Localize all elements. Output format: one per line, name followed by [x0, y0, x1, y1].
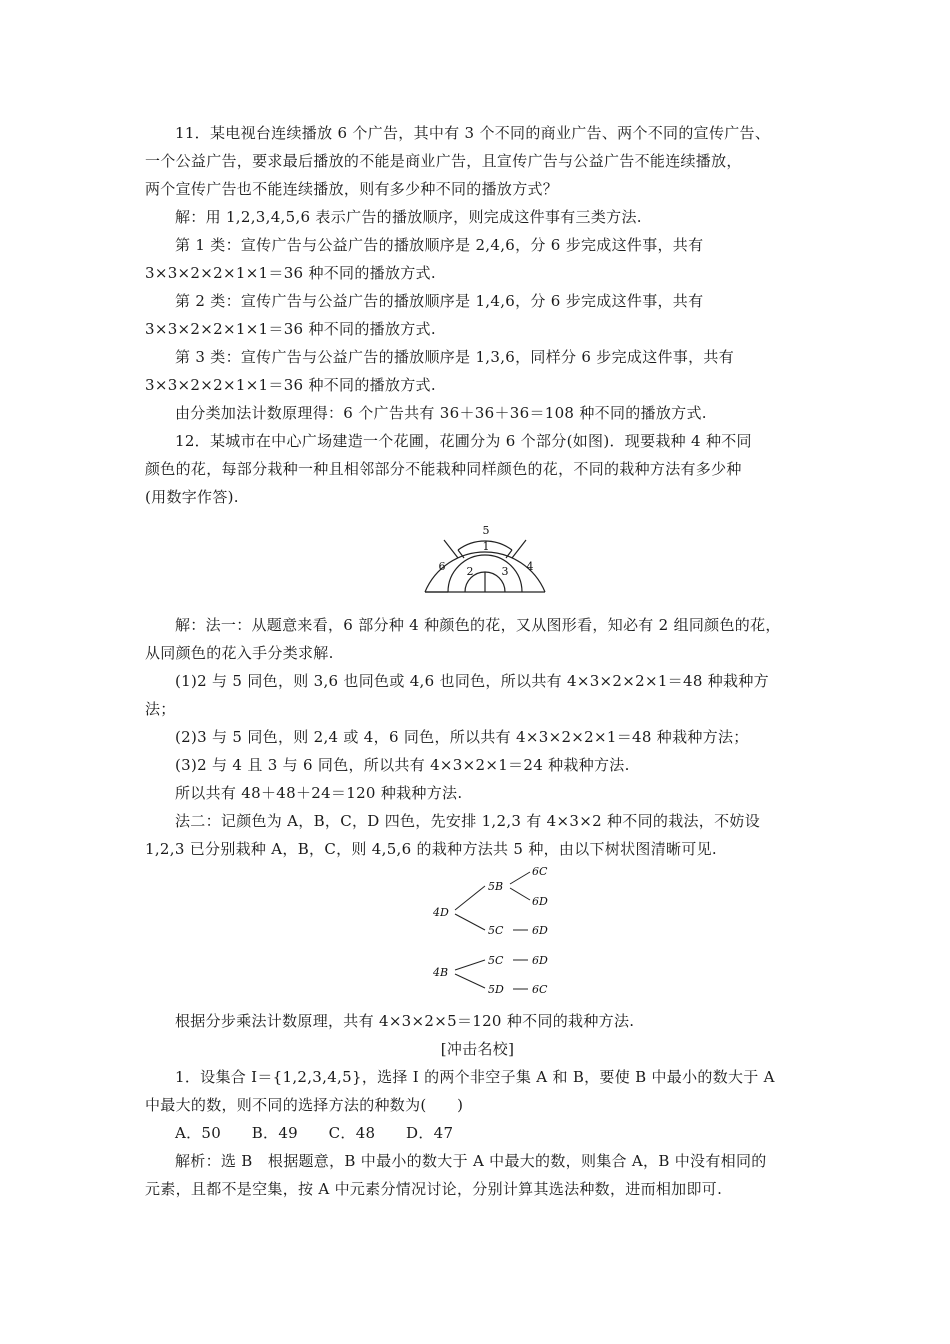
fig-label-5: 5: [482, 524, 490, 537]
q12-part1-a: (1)2 与 5 同色，则 3,6 也同色或 4,6 也同色，所以共有 4×3×2×2×1＝48 种栽种方: [175, 672, 769, 690]
section-heading: [冲击名校]: [440, 1040, 515, 1058]
fig-label-4: 4: [526, 560, 534, 573]
q12-method1-a: 解：法一：从题意来看，6 部分种 4 种颜色的花，又从图形看，知必有 2 组同颜色的花，: [175, 616, 781, 634]
tree-node-5C-a: 5C: [488, 924, 504, 937]
tree-root-1: 4D: [433, 906, 449, 919]
q12-part3: (3)2 与 4 且 3 与 6 同色，所以共有 4×3×2×1＝24 种栽种方法.: [175, 756, 630, 774]
fig-label-1: 1: [482, 540, 490, 553]
q12-line-3: (用数字作答).: [145, 488, 239, 506]
q11-case1-a: 第 1 类：宣传广告与公益广告的播放顺序是 2,4,6，分 6 步完成这件事，共有: [175, 236, 704, 254]
q12-method2-b: 1,2,3 已分别栽种 A，B，C，则 4,5,6 的栽种方法共 5 种，由以下树状图清晰可见.: [145, 840, 717, 858]
q11-case1-b: 3×3×2×2×1×1＝36 种不同的播放方式.: [145, 264, 436, 282]
fig-label-3: 3: [501, 565, 509, 578]
p1-line-1: 1．设集合 I＝{1,2,3,4,5}，选择 I 的两个非空子集 A 和 B，要使 B 中最小的数大于 A: [175, 1068, 775, 1086]
q12-part2: (2)3 与 5 同色，则 2,4 或 4，6 同色，所以共有 4×3×2×2×1＝48 种栽种方法；: [175, 728, 749, 746]
q12-line-1: 12．某城市在中心广场建造一个花圃，花圃分为 6 个部分(如图)．现要栽种 4 种不同: [175, 432, 752, 450]
p1-analysis-1: 解析：选 B 根据题意，B 中最小的数大于 A 中最大的数，则集合 A，B 中没有相同的: [175, 1152, 767, 1170]
tree-leaf-6D-b: 6D: [532, 924, 548, 937]
fig-label-2: 2: [466, 565, 474, 578]
tree-leaf-6D-c: 6D: [532, 954, 548, 967]
tree-node-5C-b: 5C: [488, 954, 504, 967]
p1-line-2: 中最大的数，则不同的选择方法的种数为( ): [145, 1096, 464, 1114]
q12-total: 所以共有 48＋48＋24＝120 种栽种方法.: [175, 784, 463, 802]
q12-line-2: 颜色的花，每部分栽种一种且相邻部分不能栽种同样颜色的花，不同的栽种方法有多少种: [145, 460, 742, 478]
q11-line-2: 一个公益广告，要求最后播放的不能是商业广告，且宣传广告与公益广告不能连续播放，: [145, 152, 742, 170]
q11-sum: 由分类加法计数原理得：6 个广告共有 36＋36＋36＝108 种不同的播放方式.: [175, 404, 707, 422]
tree-leaf-6C-b: 6C: [532, 983, 548, 996]
tree-root-2: 4B: [433, 966, 449, 979]
q11-solution-intro: 解：用 1,2,3,4,5,6 表示广告的播放顺序，则完成这件事有三类方法.: [175, 208, 642, 226]
q11-line-3: 两个宣传广告也不能连续播放，则有多少种不同的播放方式？: [145, 180, 559, 198]
tree-leaf-6C-a: 6C: [532, 865, 548, 878]
q12-part1-b: 法；: [145, 700, 176, 718]
fig-label-6: 6: [438, 560, 446, 573]
q12-final: 根据分步乘法计数原理，共有 4×3×2×5＝120 种不同的栽种方法.: [175, 1012, 635, 1030]
q12-method1-b: 从同颜色的花入手分类求解.: [145, 644, 334, 662]
q11-case3-b: 3×3×2×2×1×1＝36 种不同的播放方式.: [145, 376, 436, 394]
tree-node-5B: 5B: [488, 880, 504, 893]
q12-method2-a: 法二：记颜色为 A，B，C，D 四色，先安排 1,2,3 有 4×3×2 种不同的栽法，不妨设: [175, 812, 761, 830]
q11-case3-a: 第 3 类：宣传广告与公益广告的播放顺序是 1,3,6，同样分 6 步完成这件事，共有: [175, 348, 734, 366]
tree-diagram: [425, 862, 565, 1002]
q11-case2-a: 第 2 类：宣传广告与公益广告的播放顺序是 1,4,6，分 6 步完成这件事，共有: [175, 292, 704, 310]
tree-node-5D: 5D: [488, 983, 504, 996]
flower-bed-figure: [420, 512, 550, 597]
tree-leaf-6D-a: 6D: [532, 895, 548, 908]
p1-analysis-2: 元素，且都不是空集，按 A 中元素分情况讨论，分别计算其选法种数，进而相加即可.: [145, 1180, 723, 1198]
p1-options: A．50 B．49 C．48 D．47: [175, 1124, 454, 1142]
q11-line-1: 11．某电视台连续播放 6 个广告，其中有 3 个不同的商业广告、两个不同的宣传广告、: [175, 124, 771, 142]
q11-case2-b: 3×3×2×2×1×1＝36 种不同的播放方式.: [145, 320, 436, 338]
